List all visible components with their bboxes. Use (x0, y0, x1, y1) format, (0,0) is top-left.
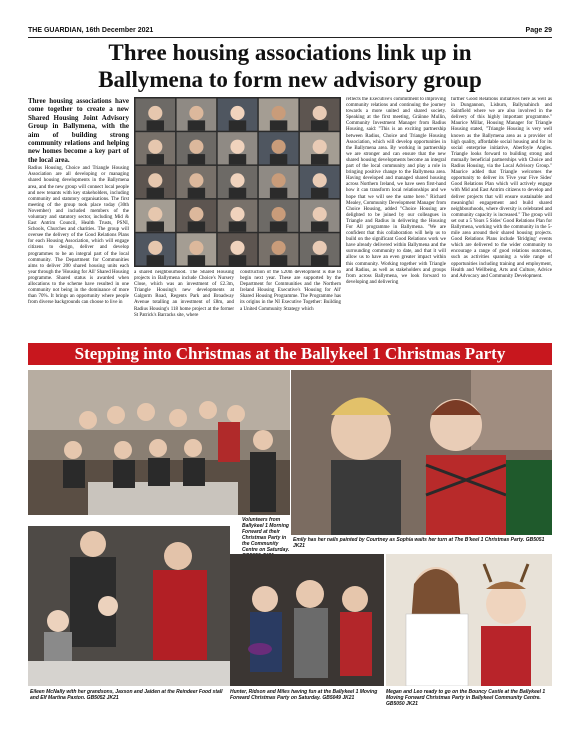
participant-body (270, 188, 287, 198)
participant-body (147, 120, 164, 130)
page-header (28, 27, 552, 37)
participant-body (311, 120, 328, 130)
participant-face (272, 140, 286, 154)
caption-megan: Megan and Leo ready to go on the Bouncy Castle at the Ballykeel 1 Moving Forward Christmas Party in Ballykeel Community Centre. GB5050 JK21 (386, 689, 546, 707)
participant-face (148, 106, 162, 120)
participant-face (313, 241, 327, 255)
participant-face (230, 106, 244, 120)
article-column-1 (28, 97, 129, 340)
participant-body (188, 188, 205, 198)
christmas-party-banner: Stepping into Christmas at the Ballykeel 1 Christmas Party (28, 343, 552, 365)
caption-volunteers: Volunteers from Ballykeel 1 Morning Forward at their Christmas Party in the Community Centre on Saturday. (242, 517, 290, 553)
participant-body (311, 255, 328, 265)
participant-body (229, 255, 246, 265)
article-column-2 (134, 270, 234, 340)
article-body-4: reflects the Executive's commitment to improving community relations and continuing the journey towards a more united and shared society. Speaking at the first meeting, Gráinne Mullin, Community Investment Manager from Radius Housing, said: "This is an exciting partnership between Radius, Choice and Triangle Housing Association, which will develop opportunities in the Ballymena area. By working in partnership we are stronger and can ensure that the new shared housing developments become an integral part of the local community and play a role in bringing positive change to the Ballymena area. Having developed and managed shared housing across Northern Ireland, we have seen first-hand how it can transform local relationships and we hope that we will see the same here." Richard Mealey, Community Development Manager from Choice Housing, added "Choice Housing are delighted to be joined by our colleagues in Triangle and Radius in delivering the Housing For All programme in Ballymena. "We are confident that this collaboration will help us to build on the significant Good Relations work we have already delivered within Ballymena and the surrounding community to date, and that it will allow us to have an even greater impact within this community. Working together with Triangle and Radius, as well as stakeholders and groups from across Ballymena, we look forward to developing and delivering (346, 97, 446, 285)
eileen-reindeer-photo (28, 526, 230, 686)
participant-face (272, 241, 286, 255)
participant-face (230, 241, 244, 255)
participant-face (230, 140, 244, 154)
article-intro: Three housing associations have come together to create a new Shared Housing Joint Advisory Group in Ballymena, with the aim of building strong community relations and helping new homes become a key part of the local area. (28, 97, 129, 164)
megan-illustration (386, 554, 552, 686)
participant-body (147, 154, 164, 164)
emily-illustration (291, 370, 552, 535)
participant-face (313, 106, 327, 120)
participant-face (189, 140, 203, 154)
headline-line-2: Ballymena to form new advisory group (98, 67, 482, 92)
participant-body (188, 221, 205, 231)
participant-face (313, 140, 327, 154)
participant-body (147, 221, 164, 231)
headline (28, 39, 552, 93)
article-body-3: construction of the £20m development is due to begin next year. These are supported by the Department for Communities and the Northern Ireland Housing Executive's 'Housing for All' Shared Housing Programme. The Programme has its origins in the NI Executive Together: Building a United Community Strategy which (240, 270, 341, 312)
caption-emily: Emily has her nails painted by Courtney as Sophia waits her turn at The B'keel 1 Christmas Party. GB5051 JK21 (293, 537, 545, 549)
megan-leo-photo (386, 554, 552, 686)
participant-body (311, 188, 328, 198)
participant-body (147, 255, 164, 265)
participant-body (270, 120, 287, 130)
hunter-ridson-miles-photo (230, 554, 384, 686)
article-column-5 (451, 97, 552, 340)
video-call-grid (134, 97, 341, 267)
participant-face (230, 207, 244, 221)
header-rule (28, 37, 552, 38)
page-number: Page 29 (525, 27, 552, 34)
article-body-2: a shared neighbourhood. The Shared Housing projects in Ballymena include Choice's Nursery Close, which was an investment of £2.3m, Triangle Housing's new developments at Galgorm Road, Regents Park and Broadway Avenue totalling an investment of £8m, and Radius Housing's 118 home project at the former St Patrick's Barracks site, where (134, 270, 234, 318)
participant-body (311, 221, 328, 231)
participant-face (189, 241, 203, 255)
participant-body (229, 221, 246, 231)
caption-hunter: Hunter, Ridson and Miles having fun at the Ballykeel 1 Moving Forward Christmas Party on Saturday. GB5049 JK21 (230, 689, 378, 701)
headline-line-1: Three housing associations link up in (108, 40, 472, 65)
participant-body (229, 154, 246, 164)
participant-face (148, 140, 162, 154)
emily-nails-photo (291, 370, 552, 535)
participant-body (188, 255, 205, 265)
video-conference-photo (134, 97, 341, 267)
participant-face (272, 173, 286, 187)
participant-face (148, 173, 162, 187)
participant-face (313, 207, 327, 221)
publication-date: THE GUARDIAN, 16th December 2021 (28, 27, 154, 34)
hunter-illustration (230, 554, 384, 686)
participant-body (270, 154, 287, 164)
volunteers-photo (28, 370, 290, 515)
participant-body (311, 154, 328, 164)
participant-face (272, 207, 286, 221)
caption-eileen: Eileen McNally with her grandsons, Jaxson and Jaiden at the Reindeer Food stall and Elf Martina Paxton. GB5052 JK21 (30, 689, 223, 701)
participant-body (188, 120, 205, 130)
participant-body (188, 154, 205, 164)
article-body-1: Radius Housing, Choice and Triangle Housing Association are all developing or managing shared housing developments in the Ballymena area, and the new group will connect local people and new tenants with key stakeholders, including community and statutory organisations. The first meeting of the group took place today (30th November) and included members of the voluntary and statutory sector, including Mid & East Antrim Council, Health Trusts, PSNI, Schools, Churches and charities. The group will oversee the delivery of the Good Relations Plans for each Housing Association, which will engage citizens to design, deliver and develop programmes to be an integral part of the local community. The Department for Communities aims to deliver 200 shared housing units each year through the 'Housing for All' Shared Housing programme. Shared status is awarded when allocations to the scheme have resulted in one community not being in the dominance of more than 70%. It brings an opportunity where people from diverse backgrounds can choose to live in (28, 166, 129, 306)
participant-face (189, 207, 203, 221)
article-column-3 (240, 270, 341, 340)
participant-face (148, 241, 162, 255)
participant-face (230, 173, 244, 187)
participant-body (229, 188, 246, 198)
article-body-5: further Good Relations initiatives here as well as in Dungannon, Lisburn, Ballynahinch and Saintfield where we are also involved in the delivery of this highly important programme." Maurice Millar, Housing Manager for Triangle Housing stated, "Triangle Housing is very well known as the Ballymena area as a provider of high quality, affordable social housing and for its social enterprise initiative, Aberfoyle Angles. Triangle looks forward to building strong and mutually beneficial partnerships with Choice and Radius Housing, via the Local Advisory Group." Maurice added that Triangle welcomes the opportunity to deliver its 'Five year Five Sides' Good Relations Plan which will actively engage with Mid and East Antrim citizens to develop and deliver projects that will ensure sustainable and meaningful engagement and build shared neighbourhoods, where diversity is celebrated and community capacity is increased." The group will set out a 5 Years 5 Sides' Good Relations Plan for Ballymena, working with the community in the 5-mile area around their shared housing projects. Good Relations Plans include 'Bridging' events which are delivered to the wider community to encourage a range of good relations outcomes, such as activities spanning a wide range of opportunities including training and employment, Health and Wellbeing, Arts and Culture, Advice and Advocacy and Community Development. (451, 97, 552, 279)
participant-face (189, 173, 203, 187)
eileen-illustration (28, 526, 230, 686)
participant-face (148, 207, 162, 221)
participant-body (270, 255, 287, 265)
participant-face (189, 106, 203, 120)
participant-body (229, 120, 246, 130)
participant-body (147, 188, 164, 198)
participant-face (313, 173, 327, 187)
article-column-4 (346, 97, 446, 340)
participant-face (272, 106, 286, 120)
volunteers-illustration (28, 370, 290, 515)
participant-body (270, 221, 287, 231)
